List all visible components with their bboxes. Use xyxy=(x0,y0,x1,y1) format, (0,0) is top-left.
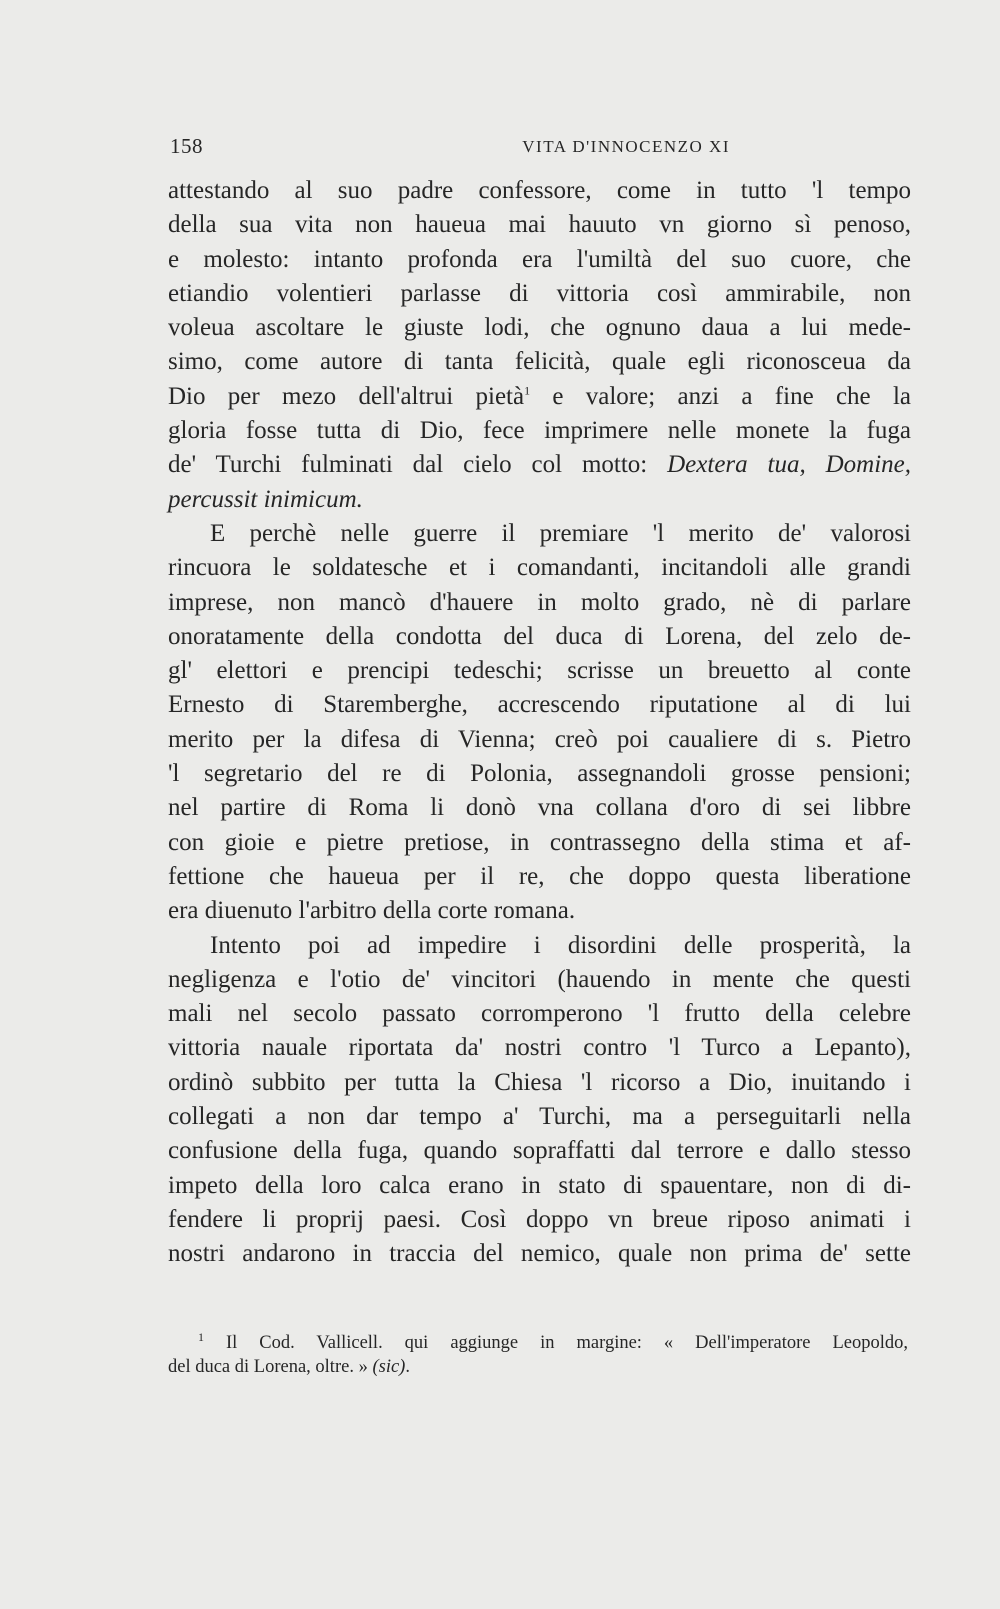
text-line: etiandio volentieri parlasse di vittoria così ammirabile, non xyxy=(168,279,911,307)
text-line: della sua vita non haueua mai hauuto vn giorno sì penoso, xyxy=(168,211,911,239)
text-segment: Dio per mezo dell'altrui pietà xyxy=(168,382,525,410)
text-line: gloria fosse tutta di Dio, fece imprimere nelle monete la fuga xyxy=(168,417,911,445)
text-line: mali nel secolo passato corromperono 'l frutto della celebre xyxy=(168,1000,911,1028)
text-line: fettione che haueua per il re, che doppo questa liberatione xyxy=(168,862,911,890)
text-line: Ernesto di Staremberghe, accrescendo riputatione al di lui xyxy=(168,691,911,719)
footnotes xyxy=(168,1331,908,1379)
text-line: nel partire di Roma li donò vna collana d'oro di sei libbre xyxy=(168,794,911,822)
running-title: VITA D'INNOCENZO XI xyxy=(522,137,730,156)
text-line: confusione della fuga, quando sopraffatti dal terrore e dallo stesso xyxy=(168,1137,911,1165)
text-line: onoratamente della condotta del duca di Lorena, del zelo de- xyxy=(168,622,911,650)
page-number: 158 xyxy=(170,134,203,158)
text-line: voleua ascoltare le giuste lodi, che ognuno daua a lui mede- xyxy=(168,314,911,342)
text-line: collegati a non dar tempo a' Turchi, ma a perseguitarli nella xyxy=(168,1103,911,1131)
text-line: ordinò subbito per tutta la Chiesa 'l ricorso a Dio, inuitando i xyxy=(168,1068,911,1096)
text-line: 'l segretario del re di Polonia, assegnandoli grosse pensioni; xyxy=(168,760,911,788)
text-line: rincuora le soldatesche et i comandanti, incitandoli alle grandi xyxy=(168,554,911,582)
text-line: attestando al suo padre confessore, come in tutto 'l tempo xyxy=(168,177,911,204)
body-text xyxy=(168,174,911,1272)
text-line xyxy=(168,380,911,414)
text-line xyxy=(168,448,911,482)
text-line: imprese, non mancò d'hauere in molto grado, nè di parlare xyxy=(168,588,911,616)
motto-italic: percussit inimicum. xyxy=(168,485,363,513)
text-line: vittoria nauale riportata da' nostri contro 'l Turco a Lepanto), xyxy=(168,1034,911,1062)
footnote-reference: 1 xyxy=(524,383,531,398)
motto-italic: Dextera tua, Domine, xyxy=(667,451,911,479)
footnote-sic: (sic) xyxy=(372,1357,406,1377)
text-segment: de' Turchi fulminati dal cielo col motto: xyxy=(168,451,648,479)
footnote-text: del duca di Lorena, oltre. » xyxy=(168,1357,368,1377)
text-line: fendere li proprij paesi. Così doppo vn breue riposo animati i xyxy=(168,1205,911,1233)
text-line: Intento poi ad impedire i disordini delle prosperità, la xyxy=(210,931,911,959)
text-line: impeto della loro calca erano in stato di spauentare, non di di- xyxy=(168,1171,911,1199)
footnote-text: Il Cod. Vallicell. qui aggiunge in margine: « Dell'imperatore Leopoldo, xyxy=(226,1333,909,1353)
text-line: con gioie e pietre pretiose, in contrassegno della stima et af- xyxy=(168,828,911,856)
footnote-line xyxy=(168,1355,908,1379)
text-line: simo, come autore di tanta felicità, quale egli riconosceua da xyxy=(168,348,911,376)
text-line xyxy=(168,483,911,517)
text-line: gl' elettori e prencipi tedeschi; scrisse un breuetto al conte xyxy=(168,657,911,685)
text-segment: e valore; anzi a fine che la xyxy=(552,382,911,410)
footnote-line xyxy=(168,1331,908,1355)
footnote-mark: 1 xyxy=(198,1329,204,1344)
text-line: era diuenuto l'arbitro della corte romana. xyxy=(168,897,576,925)
text-line: negligenza e l'otio de' vincitori (hauendo in mente che questi xyxy=(168,965,911,993)
text-line: nostri andarono in traccia del nemico, quale non prima de' sette xyxy=(168,1240,911,1268)
footnote-text: . xyxy=(405,1357,410,1377)
text-line: merito per la difesa di Vienna; creò poi caualiere di s. Pietro xyxy=(168,725,911,753)
text-line: E perchè nelle guerre il premiare 'l merito de' valorosi xyxy=(210,519,911,547)
page-header xyxy=(170,134,910,164)
text-line: e molesto: intanto profonda era l'umiltà del suo cuore, che xyxy=(168,245,911,273)
